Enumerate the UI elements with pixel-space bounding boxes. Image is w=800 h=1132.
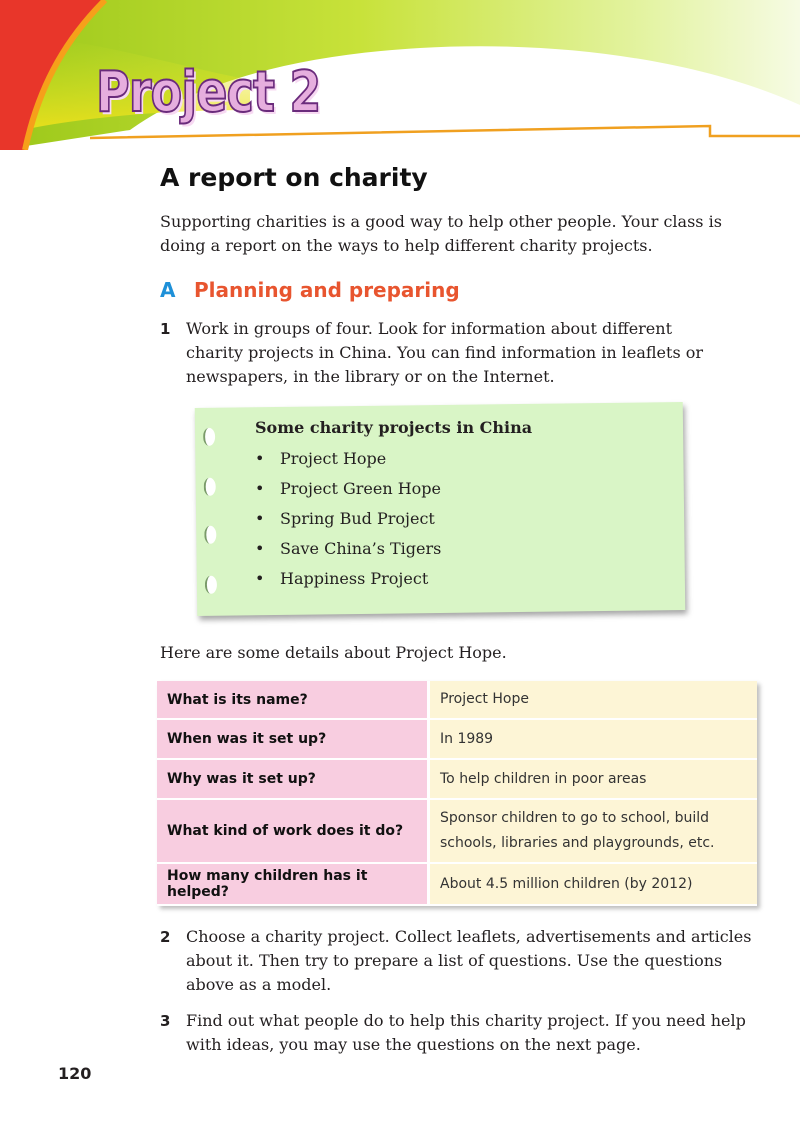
bullet-icon: • bbox=[255, 539, 265, 558]
bullet-icon: • bbox=[255, 569, 265, 588]
table-answer: Project Hope bbox=[429, 681, 758, 719]
section-letter: A bbox=[160, 278, 176, 302]
step-number: 3 bbox=[160, 1012, 171, 1030]
list-item-label: Project Green Hope bbox=[280, 479, 442, 498]
step-text: Choose a charity project. Collect leaflets, advertisements and articles about it. Then try to prepare a list of questions. Use the questions above as a model. bbox=[186, 927, 752, 994]
binder-hole-icon bbox=[204, 526, 216, 544]
table-answer: About 4.5 million children (by 2012) bbox=[429, 863, 758, 905]
bullet-icon: • bbox=[255, 509, 265, 528]
list-item-label: Save China’s Tigers bbox=[280, 539, 442, 558]
table-answer: Sponsor children to go to school, build schools, libraries and playgrounds, etc. bbox=[429, 799, 758, 863]
list-item-label: Happiness Project bbox=[280, 569, 429, 588]
table-question: What kind of work does it do? bbox=[157, 799, 429, 863]
section-title: Planning and preparing bbox=[194, 278, 460, 302]
details-intro: Here are some details about Project Hope. bbox=[160, 643, 507, 662]
list-item bbox=[255, 536, 441, 566]
list-item bbox=[255, 476, 441, 506]
table-row bbox=[157, 799, 757, 863]
list-item bbox=[255, 566, 441, 596]
page-number: 120 bbox=[58, 1064, 92, 1083]
table-question: How many children has it helped? bbox=[157, 863, 429, 905]
binder-hole-icon bbox=[203, 428, 215, 446]
project-title: Project 2 bbox=[96, 60, 321, 125]
project-hope-details-table bbox=[157, 681, 757, 906]
table-answer: To help children in poor areas bbox=[429, 759, 758, 799]
list-item-label: Spring Bud Project bbox=[280, 509, 435, 528]
list-item bbox=[255, 506, 441, 536]
binder-hole-icon bbox=[204, 478, 216, 496]
table-question: What is its name? bbox=[157, 681, 429, 719]
binder-hole-icon bbox=[205, 576, 217, 594]
charity-project-list bbox=[255, 446, 441, 596]
table-row bbox=[157, 681, 757, 719]
table-row bbox=[157, 863, 757, 905]
step-text: Find out what people do to help this charity project. If you need help with ideas, you may use the questions on the next page. bbox=[186, 1011, 746, 1054]
step-text: Work in groups of four. Look for information about different charity projects in China. You can find information in leaflets or newspapers, in the library or on the Internet. bbox=[186, 319, 704, 386]
table-question: When was it set up? bbox=[157, 719, 429, 759]
bullet-icon: • bbox=[255, 449, 265, 468]
table-row bbox=[157, 759, 757, 799]
step-3 bbox=[160, 1009, 760, 1057]
table-question: Why was it set up? bbox=[157, 759, 429, 799]
step-1 bbox=[160, 317, 720, 389]
bullet-icon: • bbox=[255, 479, 265, 498]
step-2 bbox=[160, 925, 760, 997]
step-number: 1 bbox=[160, 320, 171, 338]
list-item bbox=[255, 446, 441, 476]
intro-paragraph: Supporting charities is a good way to help other people. Your class is doing a report on the ways to help different charity projects. bbox=[160, 212, 722, 255]
list-item-label: Project Hope bbox=[280, 449, 387, 468]
report-heading: A report on charity bbox=[160, 163, 428, 192]
step-number: 2 bbox=[160, 928, 171, 946]
note-title: Some charity projects in China bbox=[255, 418, 533, 437]
table-answer: In 1989 bbox=[429, 719, 758, 759]
table-row bbox=[157, 719, 757, 759]
